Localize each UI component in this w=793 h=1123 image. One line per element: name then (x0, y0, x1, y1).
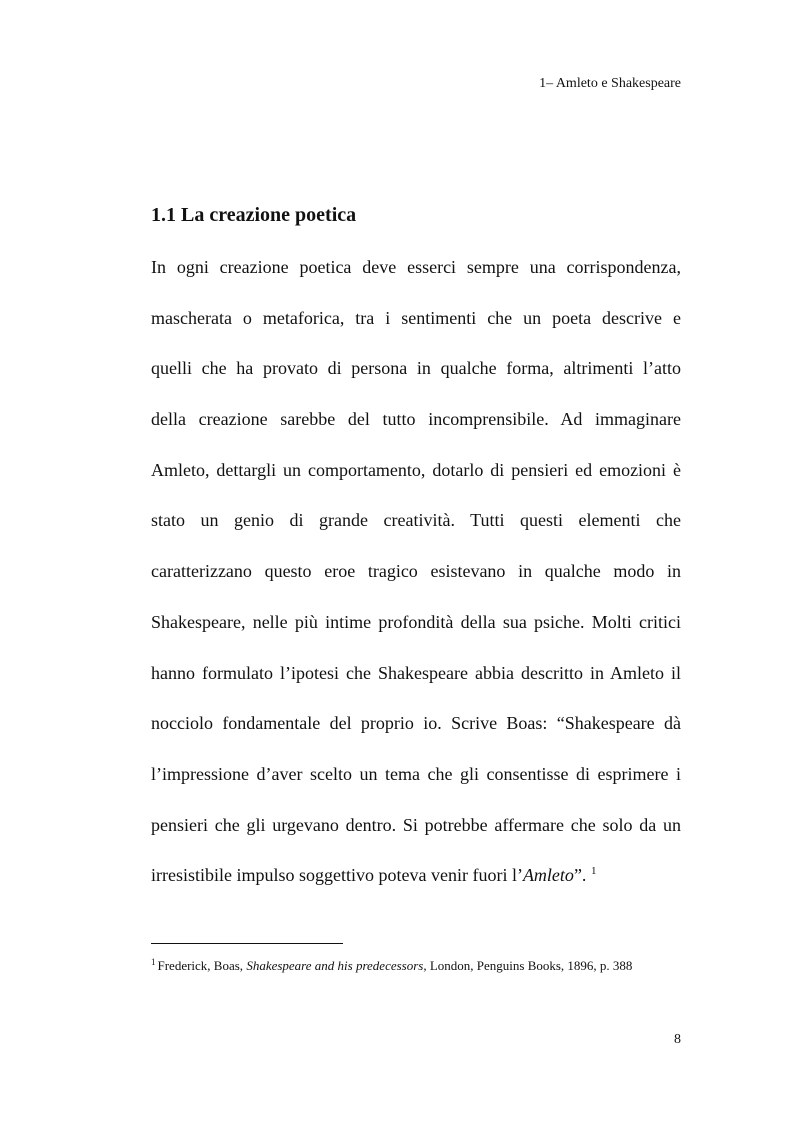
footnote-publication: , London, Penguins Books, 1896, p. 388 (423, 958, 633, 973)
body-paragraph (151, 242, 681, 901)
paragraph-line: Amleto, dettargli un comportamento, dotarlo di pensieri ed emozioni è (151, 459, 681, 480)
footnote-reference[interactable]: 1 (590, 865, 597, 878)
paragraph-line: caratterizzano questo eroe tragico esistevano in qualche modo in (151, 561, 681, 582)
paragraph-line: stato un genio di grande creatività. Tutti questi elementi che (151, 510, 681, 531)
footnote-book-title: Shakespeare and his predecessors (246, 958, 424, 973)
footnote-marker: 1 (151, 957, 156, 967)
paragraph-line: l’impressione d’aver scelto un tema che gli consentisse di esprimere i (151, 763, 681, 784)
section-title: 1.1 La creazione poetica (151, 204, 357, 226)
paragraph-line: hanno formulato l’ipotesi che Shakespeare abbia descritto in Amleto il (151, 662, 681, 683)
footnote (151, 957, 691, 974)
footnote-author: Frederick, Boas, (157, 958, 247, 973)
footnote-divider (151, 943, 343, 944)
page-number: 8 (674, 1032, 681, 1047)
paragraph-line: della creazione sarebbe del tutto incomprensibile. Ad immaginare (151, 409, 681, 430)
paragraph-line: mascherata o metaforica, tra i sentimenti che un poeta descrive e (151, 307, 681, 328)
paragraph-line: In ogni creazione poetica deve esserci sempre una corrispondenza, (151, 257, 681, 277)
paragraph-line: Shakespeare, nelle più intime profondità della sua psiche. Molti critici (151, 611, 681, 632)
running-header: 1– Amleto e Shakespeare (539, 76, 681, 91)
paragraph-line: quelli che ha provato di persona in qualche forma, altrimenti l’atto (151, 358, 681, 379)
paragraph-last-line (151, 850, 681, 901)
paragraph-line: nocciolo fondamentale del proprio io. Scrive Boas: “Shakespeare dà (151, 713, 681, 734)
italic-title-amleto: Amleto (522, 865, 574, 886)
closing-quote: ”. (573, 865, 591, 886)
last-line-text: irresistibile impulso soggettivo poteva venir fuori l’ (151, 865, 523, 886)
paragraph-line: pensieri che gli urgevano dentro. Si potrebbe affermare che solo da un (151, 814, 681, 835)
